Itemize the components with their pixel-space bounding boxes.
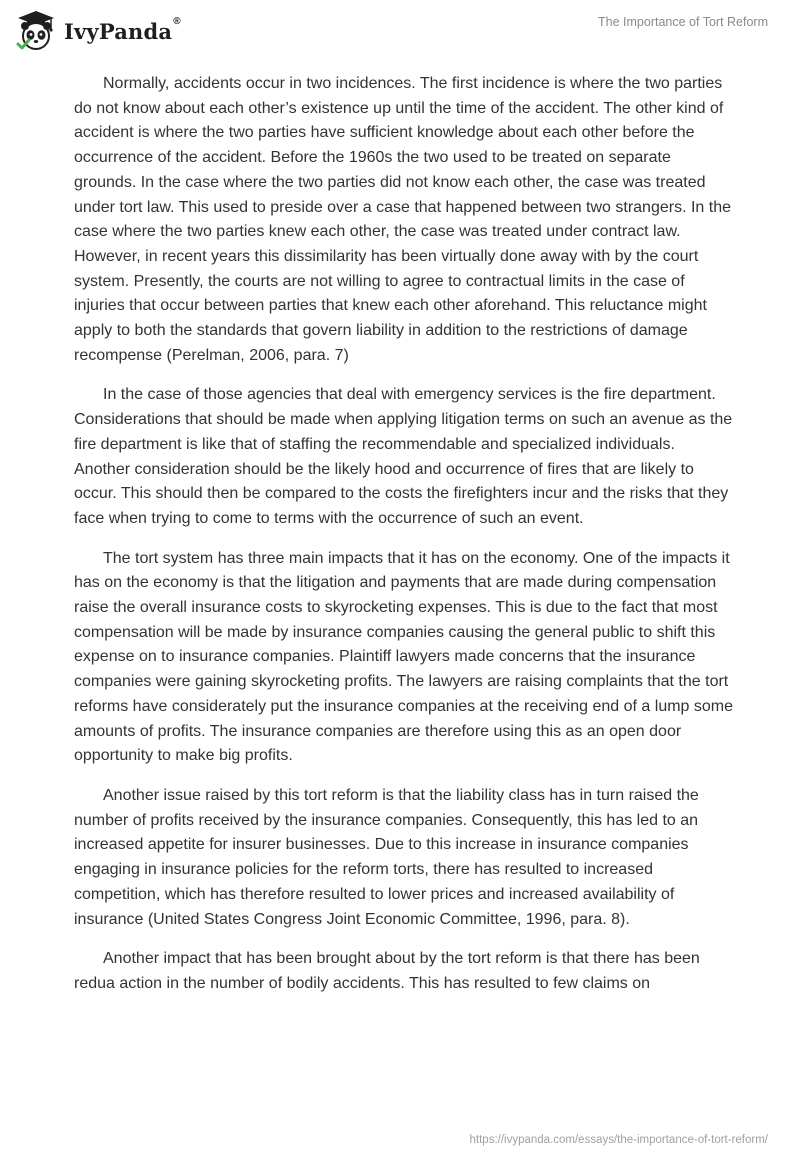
essay-paragraph: In the case of those agencies that deal with emergency services is the fire department. Considerations that should be made when applying litigation terms on such an avenue as the fire department is like that of staffing the recommendable and specialized individuals. Another consideration should be the likely hood and occurrence of fires that are likely to occur. This should then be compared to the costs the firefighters incur and the risks that they face when trying to come to terms with the occurrence of such an event. bbox=[74, 386, 733, 527]
essay-body bbox=[74, 72, 734, 1012]
essay-paragraph: Another issue raised by this tort reform is that the liability class has in turn raised the number of profits received by the insurance companies. Consequently, this has led to an increased appetite for insurer businesses. Due to this increase in insurance companies engaging in insurance policies for the reform torts, there has resulted to increased competition, which has therefore resulted to lower prices and increased availability of insurance (United States Congress Joint Economic Committee, 1996, para. 8). bbox=[74, 786, 699, 928]
essay-paragraph: The tort system has three main impacts that it has on the economy. One of the impacts it has on the economy is that the litigation and payments that are made during compensation raise the overall insurance costs to skyrocketing expenses. This is due to the fact that most compensation will be made by insurance companies causing the general public to shift this expense on to insurance companies. Plaintiff lawyers made concerns that the insurance companies were gaining skyrocketing profits. The lawyers are raising complaints that the tort reforms have considerately put the insurance companies at the receiving end of a lump some amounts of profits. The insurance companies are therefore using this as an open door opportunity to make big profits. bbox=[74, 549, 734, 765]
essay-paragraph: Normally, accidents occur in two incidences. The first incidence is where the two parties do not know about each other’s existence up until the time of the accident. The other kind of accident is where the two parties have sufficient knowledge about each other before the occurrence of the accident. Before the 1960s the two used to be treated on separate grounds. In the case where the two parties did not know each other, the case was treated under tort law. This used to preside over a case that happened between two strangers. In the case where the two parties knew each other, the case was treated under contract law. However, in recent years this dissimilarity has been virtually done away with by the court system. Presently, the courts are not willing to agree to contractual limits in the case of injuries that occur between parties that knew each other aforehand. This reluctance might apply to both the standards that govern liability in addition to the restrictions of damage recompense (Perelman, 2006, para. 7) bbox=[74, 75, 731, 364]
page-header bbox=[0, 0, 800, 60]
panda-graduation-cap-icon bbox=[14, 8, 58, 52]
brand-logo[interactable] bbox=[14, 8, 181, 52]
document-title: The Importance of Tort Reform bbox=[598, 15, 768, 29]
essay-paragraph: Another impact that has been brought about by the tort reform is that there has been redua action in the number of bodily accidents. This has resulted to few claims on bbox=[74, 950, 700, 992]
brand-registered-mark: ® bbox=[173, 15, 181, 27]
source-url[interactable]: https://ivypanda.com/essays/the-importance-of-tort-reform/ bbox=[469, 1134, 768, 1146]
brand-name: IvyPanda® bbox=[64, 15, 181, 44]
